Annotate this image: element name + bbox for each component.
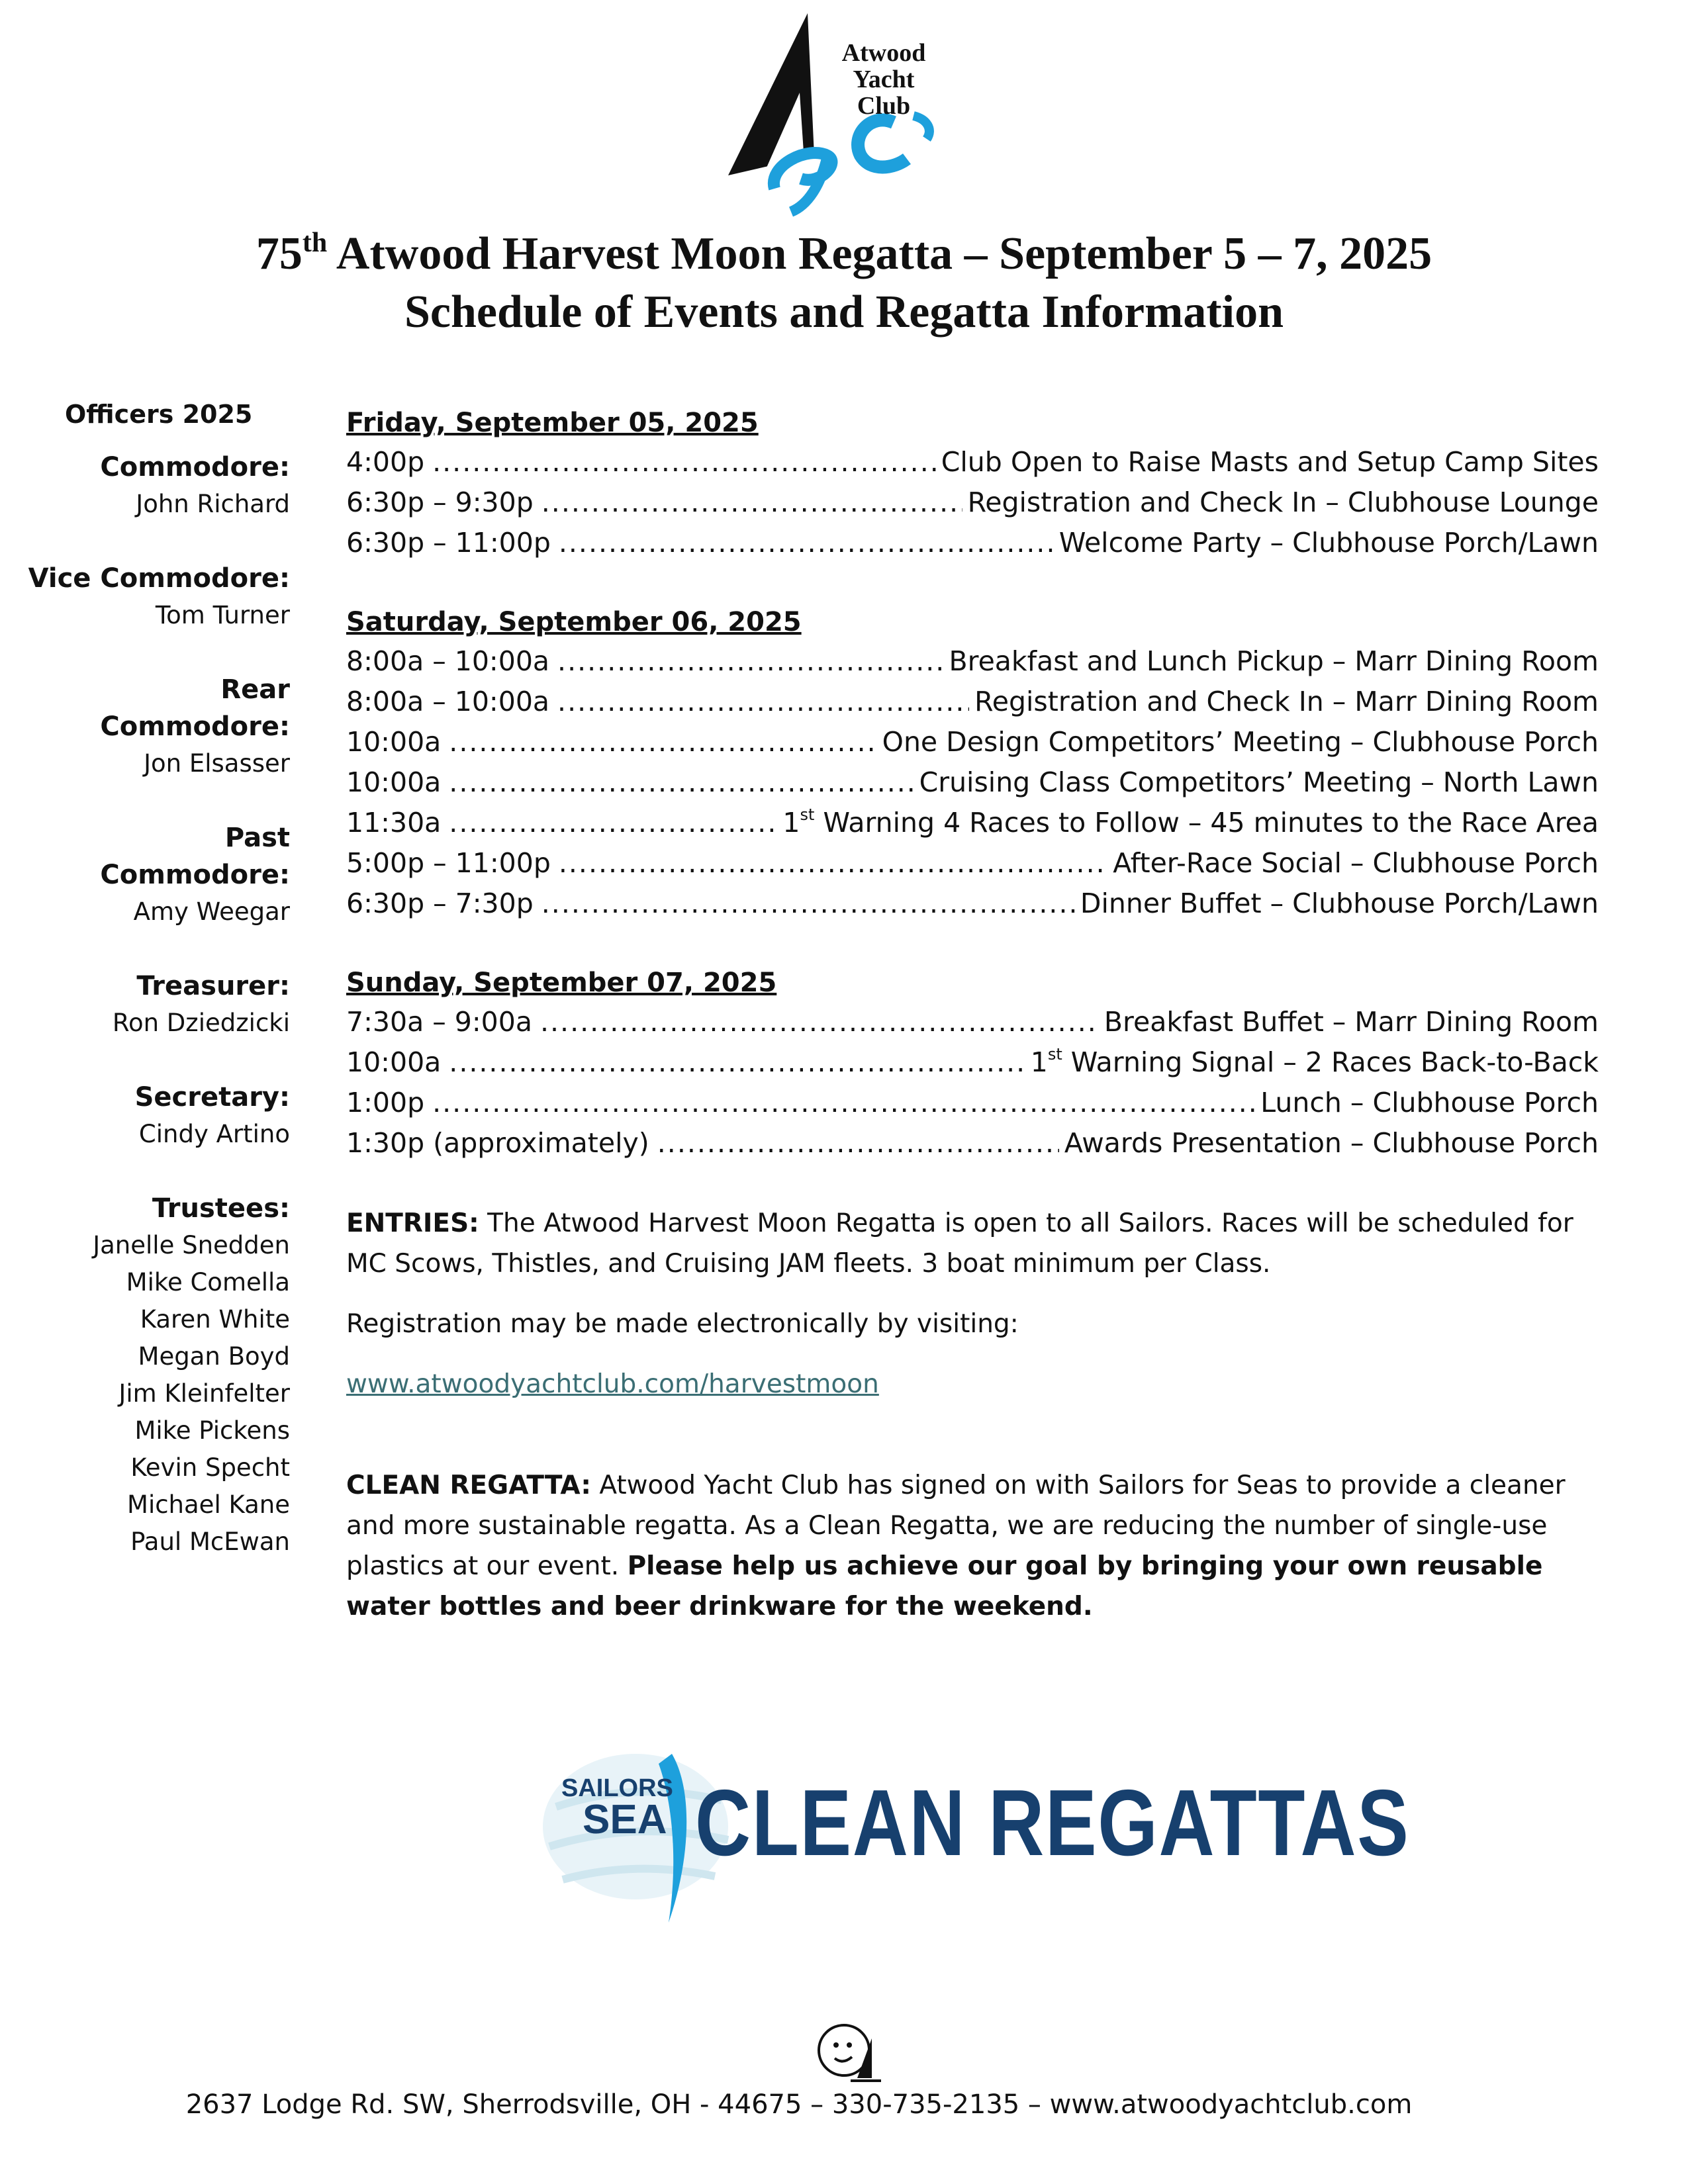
trustee-name: Michael Kane <box>127 1490 290 1519</box>
trustee-name: Kevin Specht <box>130 1453 290 1482</box>
friday-schedule <box>346 404 1604 563</box>
event-time: 6:30p – 7:30p <box>346 887 534 919</box>
event-description: Welcome Party – Clubhouse Porch/Lawn <box>1058 527 1599 559</box>
event-time: 10:00a <box>346 726 442 758</box>
event-time: 10:00a <box>346 766 442 798</box>
schedule-row <box>346 442 1599 482</box>
event-time: 6:30p – 11:00p <box>346 527 551 559</box>
entries-paragraph <box>346 1203 1604 1284</box>
event-time: 7:30a – 9:00a <box>346 1006 532 1038</box>
event-description: Registration and Check In – Marr Dining Room <box>974 686 1599 717</box>
schedule-row <box>346 722 1599 762</box>
event-description: Registration and Check In – Clubhouse Lounge <box>967 486 1599 518</box>
entries-text: The Atwood Harvest Moon Regatta is open to all Sailors. Races will be scheduled for MC Scows, Thistles, and Cruising JAM fleets. 3 boat minimum per Class. <box>346 1208 1573 1279</box>
name-past-commodore: Amy Weegar <box>133 897 290 926</box>
event-description: Awards Presentation – Clubhouse Porch <box>1064 1127 1599 1159</box>
logo-text <box>831 40 937 119</box>
trustee-name: Jim Kleinfelter <box>118 1379 290 1408</box>
event-time: 1:00p <box>346 1087 425 1118</box>
officers-sidebar <box>26 396 290 1561</box>
event-time: 8:00a – 10:00a <box>346 686 550 717</box>
clean-regattas-wordmark: CLEAN REGATTAS <box>695 1770 1410 1876</box>
role-trustees: Trustees: <box>152 1193 290 1224</box>
day-heading-sunday: Sunday, September 07, 2025 <box>346 968 777 998</box>
logo-line-yacht: Yacht <box>853 66 915 93</box>
page-title <box>0 225 1688 341</box>
entries-label: ENTRIES: <box>346 1208 479 1238</box>
day-heading-friday: Friday, September 05, 2025 <box>346 408 759 438</box>
schedule-row <box>346 682 1599 722</box>
role-treasurer: Treasurer: <box>136 971 290 1001</box>
schedule-row <box>346 1083 1599 1123</box>
logo-line-atwood: Atwood <box>841 39 926 67</box>
name-secretary: Cindy Artino <box>138 1120 290 1148</box>
clean-regatta-bold-text: Please help us achieve our goal by bringing your own reusable water bottles and beer drinkware for the weekend. <box>346 1551 1543 1621</box>
clean-regatta-text: Atwood Yacht Club has signed on with Sailors for Seas to provide a cleaner and more sustainable regatta. As a Clean Regatta, we are reducing the number of single-use plastics at our event. <box>346 1471 1566 1581</box>
role-vice-commodore: Vice Commodore: <box>28 563 290 594</box>
event-time: 6:30p – 9:30p <box>346 486 534 518</box>
officers-heading: Officers 2025 <box>65 400 253 429</box>
schedule-row <box>346 482 1599 523</box>
sea-wordmark: SEA <box>583 1797 667 1843</box>
event-time: 5:00p – 11:00p <box>346 847 551 879</box>
schedule-row <box>346 843 1599 884</box>
role-past-commodore: Past Commodore: <box>100 823 290 890</box>
sunday-schedule <box>346 964 1604 1163</box>
name-treasurer: Ron Dziedzicki <box>112 1009 290 1037</box>
schedule-row <box>346 1002 1599 1042</box>
event-description: Breakfast Buffet – Marr Dining Room <box>1103 1006 1599 1038</box>
event-time: 8:00a – 10:00a <box>346 645 550 677</box>
name-rear-commodore: Jon Elsasser <box>144 749 290 778</box>
event-time: 10:00a <box>346 1046 442 1078</box>
trustee-name: Mike Pickens <box>134 1416 290 1445</box>
trustee-name: Janelle Snedden <box>93 1231 290 1259</box>
event-description: Cruising Class Competitors’ Meeting – North Lawn <box>919 766 1599 798</box>
footer-address: 2637 Lodge Rd. SW, Sherrodsville, OH - 44675 – 330-735-2135 – www.atwoodyachtclub.com <box>185 2089 1413 2120</box>
logo-line-club: Club <box>857 92 911 120</box>
schedule-row <box>346 1042 1599 1083</box>
title-line-2: Schedule of Events and Regatta Information <box>404 287 1284 338</box>
schedule-row <box>346 1123 1599 1163</box>
event-description: One Design Competitors’ Meeting – Clubhouse Porch <box>882 726 1599 758</box>
saturday-schedule <box>346 603 1604 924</box>
event-description: After-Race Social – Clubhouse Porch <box>1113 847 1599 879</box>
schedule-main <box>346 404 1604 1627</box>
clean-regatta-paragraph <box>346 1465 1604 1627</box>
registration-link[interactable]: www.atwoodyachtclub.com/harvestmoon <box>346 1369 879 1399</box>
title-line-1: 75th Atwood Harvest Moon Regatta – September 5 – 7, 2025 <box>256 228 1432 279</box>
event-description: 1st Warning 4 Races to Follow – 45 minutes to the Race Area <box>782 805 1599 839</box>
trustee-name: Karen White <box>140 1305 290 1334</box>
event-description: Breakfast and Lunch Pickup – Marr Dining Room <box>949 645 1599 677</box>
schedule-row <box>346 803 1599 843</box>
schedule-row <box>346 523 1599 563</box>
event-time: 4:00p <box>346 446 425 478</box>
trustee-name: Mike Comella <box>126 1268 290 1297</box>
role-commodore: Commodore: <box>100 452 290 482</box>
schedule-row <box>346 884 1599 924</box>
clean-regatta-label: CLEAN REGATTA: <box>346 1471 591 1500</box>
sailors-wordmark: SAILORS <box>561 1774 673 1802</box>
event-time: 1:30p (approximately) <box>346 1127 649 1159</box>
event-description: Lunch – Clubhouse Porch <box>1260 1087 1599 1118</box>
event-description: 1st Warning Signal – 2 Races Back-to-Back <box>1030 1045 1599 1078</box>
schedule-row <box>346 762 1599 803</box>
moon-sailboat-icon <box>811 2019 884 2085</box>
day-heading-saturday: Saturday, September 06, 2025 <box>346 607 802 637</box>
trustees-list <box>26 1227 290 1561</box>
event-time: 11:30a <box>346 807 442 839</box>
registration-text: Registration may be made electronically by visiting: <box>346 1309 1019 1339</box>
role-rear-commodore: Rear Commodore: <box>100 674 290 742</box>
event-description: Club Open to Raise Masts and Setup Camp Sites <box>941 446 1599 478</box>
role-secretary: Secretary: <box>134 1082 290 1113</box>
name-commodore: John Richard <box>136 490 290 518</box>
name-vice-commodore: Tom Turner <box>155 601 290 629</box>
trustee-name: Megan Boyd <box>138 1342 290 1371</box>
schedule-row <box>346 641 1599 682</box>
event-description: Dinner Buffet – Clubhouse Porch/Lawn <box>1080 887 1599 919</box>
trustee-name: Paul McEwan <box>130 1527 290 1556</box>
